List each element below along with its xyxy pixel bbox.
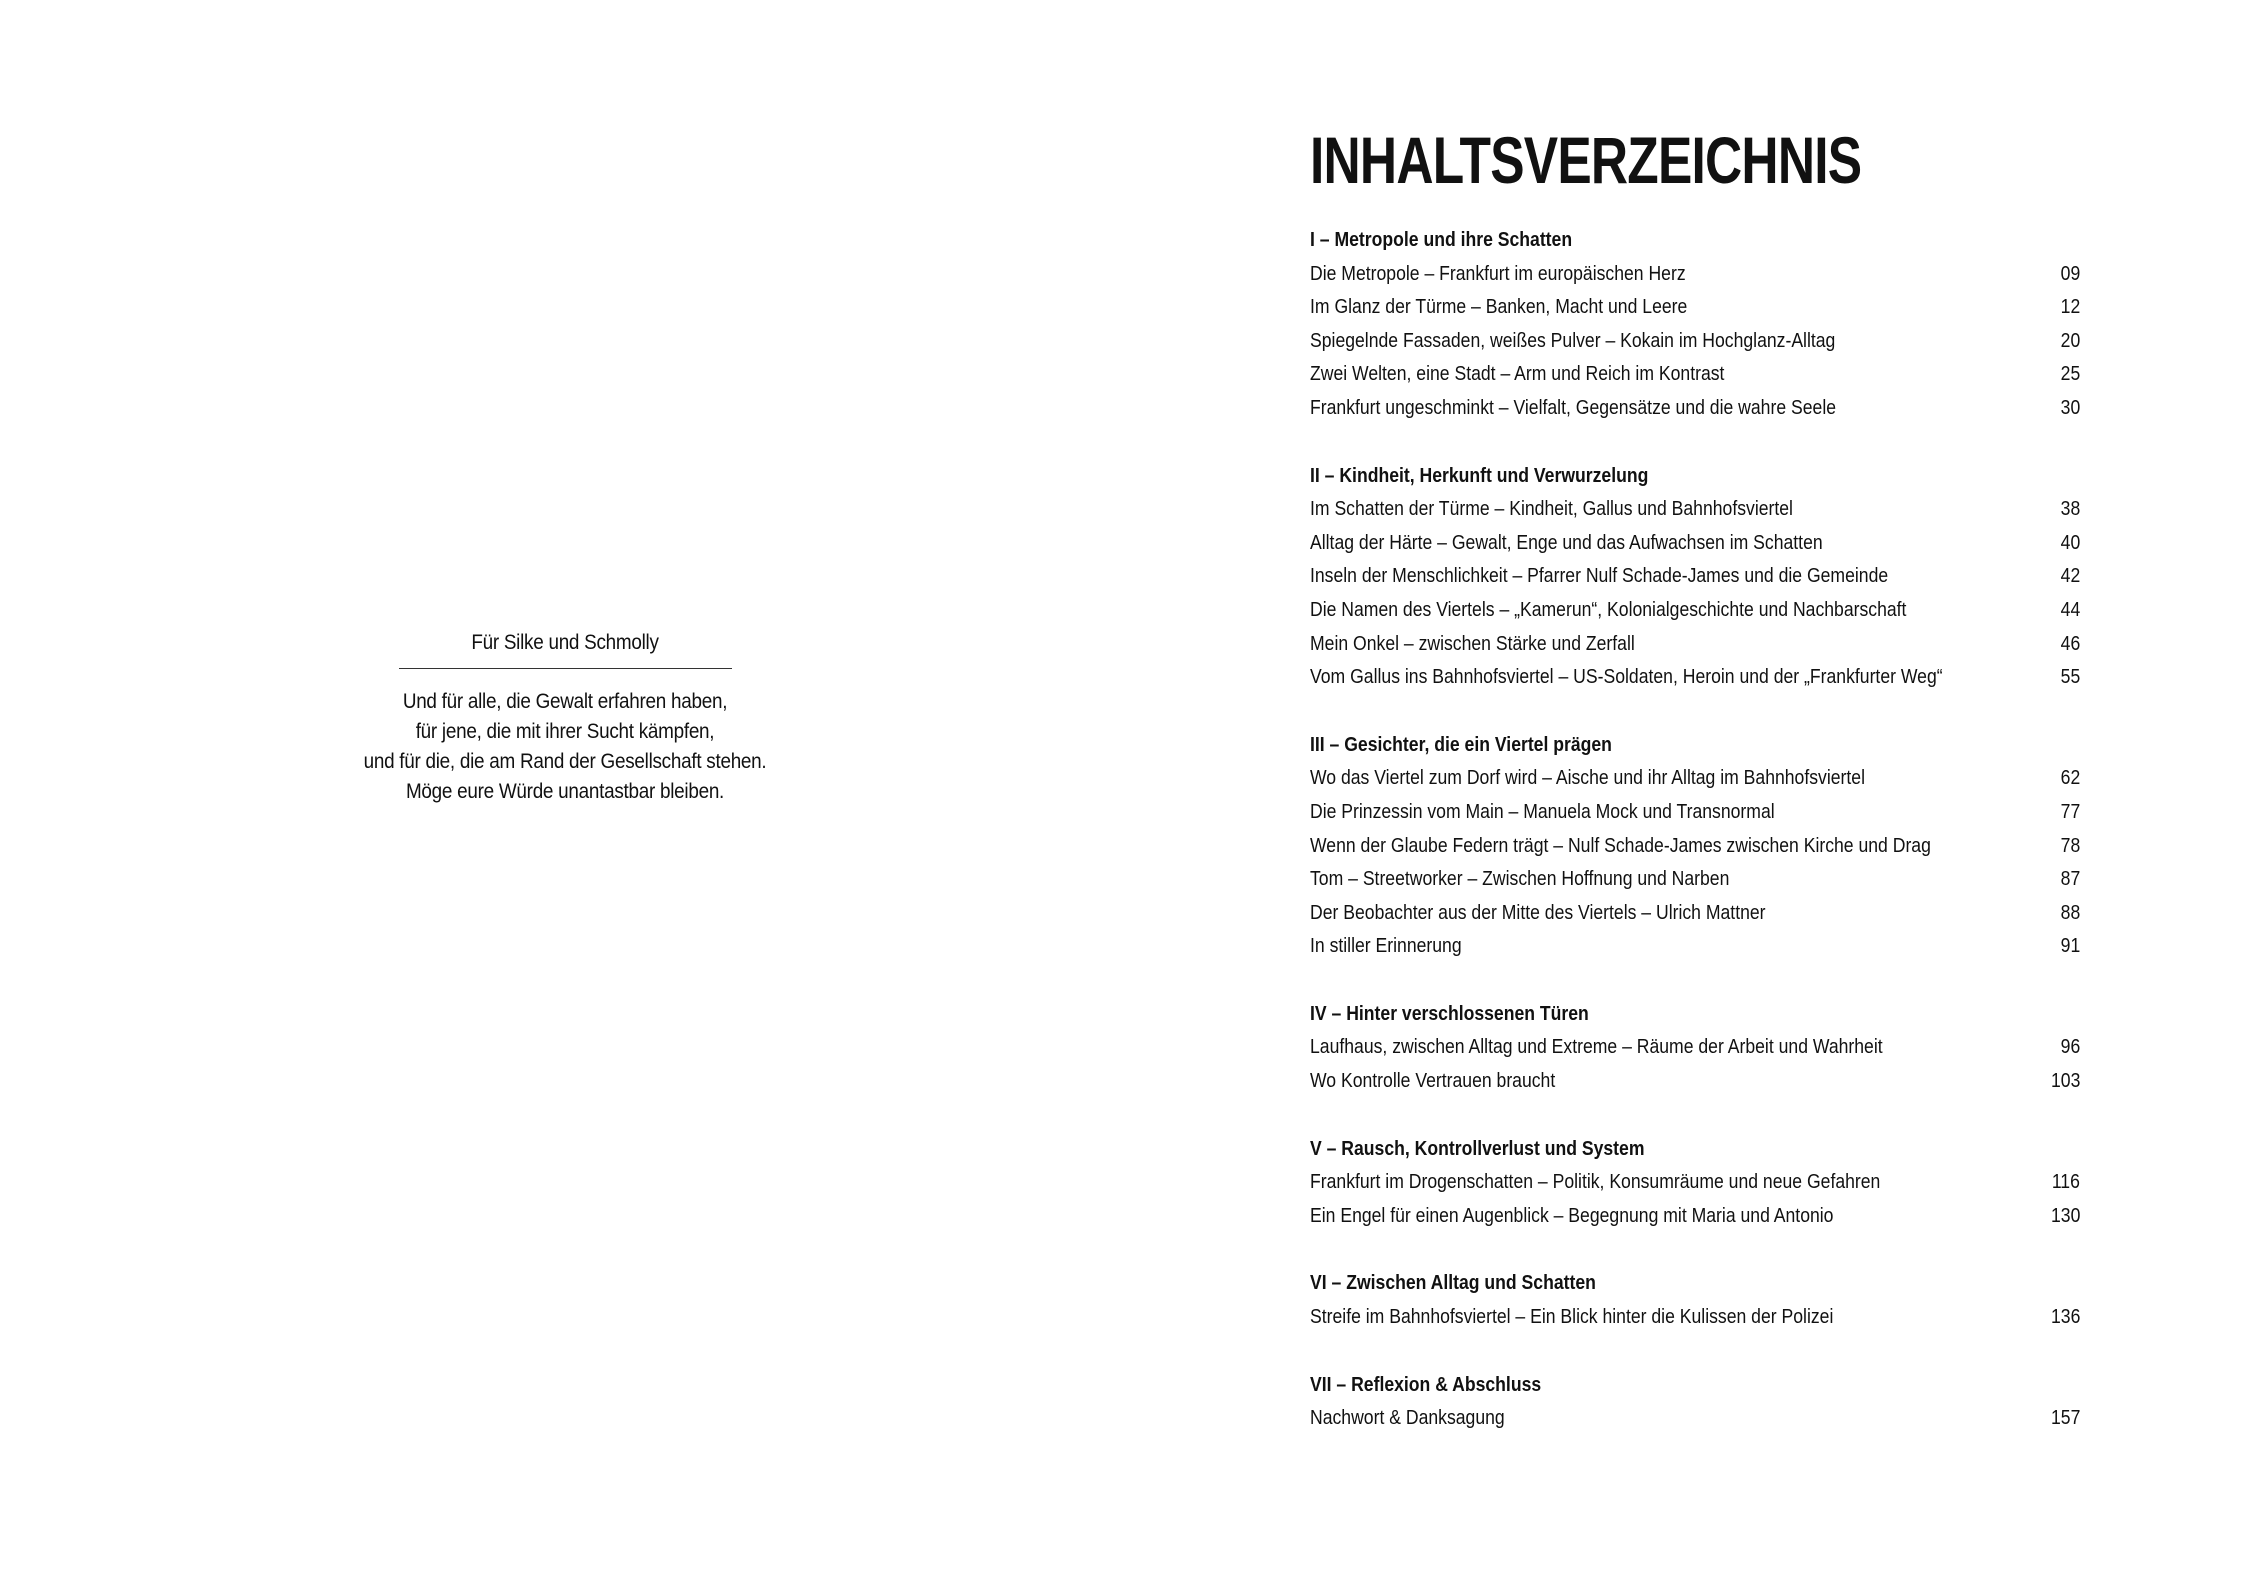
dedication-title: Für Silke und Schmolly <box>471 631 659 654</box>
entry-title: Im Glanz der Türme – Banken, Macht und Leere <box>1310 296 1688 319</box>
entry-page-number: 40 <box>2060 531 2080 554</box>
section-heading: V – Rausch, Kontrollverlust und System <box>1310 1137 1645 1160</box>
toc-entry[interactable] <box>1310 628 2080 662</box>
dedication-line: für jene, die mit ihrer Sucht kämpfen, <box>415 720 715 743</box>
entry-title: Die Namen des Viertels – „Kamerun“, Kolonialgeschichte und Nachbarschaft <box>1310 598 1907 621</box>
entry-title: Vom Gallus ins Bahnhofsviertel – US-Soldaten, Heroin und der „Frankfurter Weg“ <box>1310 666 1943 689</box>
entry-title: Inseln der Menschlichkeit – Pfarrer Nulf Schade-James und die Gemeinde <box>1310 565 1889 588</box>
toc-entry[interactable] <box>1310 291 2080 325</box>
toc-section <box>1310 729 2080 964</box>
entry-title: Der Beobachter aus der Mitte des Viertels – Ulrich Mattner <box>1310 901 1766 924</box>
entry-title: Laufhaus, zwischen Alltag und Extreme – Räume der Arbeit und Wahrheit <box>1310 1036 1883 1059</box>
entry-page-number: 55 <box>2060 666 2080 689</box>
entry-title: Tom – Streetworker – Zwischen Hoffnung und Narben <box>1310 868 1730 891</box>
entry-page-number: 157 <box>2050 1407 2080 1430</box>
entry-page-number: 44 <box>2060 598 2080 621</box>
entry-title: Wo das Viertel zum Dorf wird – Aische und ihr Alltag im Bahnhofsviertel <box>1310 767 1865 790</box>
toc-entry[interactable] <box>1310 392 2080 426</box>
entry-title: Streife im Bahnhofsviertel – Ein Blick hinter die Kulissen der Polizei <box>1310 1306 1834 1329</box>
toc-entry[interactable] <box>1310 830 2080 864</box>
entry-title: Alltag der Härte – Gewalt, Enge und das Aufwachsen im Schatten <box>1310 531 1823 554</box>
toc-entry[interactable] <box>1310 1065 2080 1099</box>
entry-page-number: 88 <box>2060 901 2080 924</box>
entry-title: Nachwort & Danksagung <box>1310 1407 1505 1430</box>
entry-page-number: 77 <box>2060 800 2080 823</box>
entry-title: Frankfurt im Drogenschatten – Politik, Konsumräume und neue Gefahren <box>1310 1171 1881 1194</box>
entry-page-number: 38 <box>2060 498 2080 521</box>
entry-page-number: 87 <box>2060 868 2080 891</box>
dedication-line: und für die, die am Rand der Gesellschaft stehen. <box>363 750 767 773</box>
toc-section <box>1310 1133 2080 1234</box>
toc-entry[interactable] <box>1310 762 2080 796</box>
toc-entry[interactable] <box>1310 358 2080 392</box>
entry-page-number: 20 <box>2060 329 2080 352</box>
table-of-contents <box>1310 120 2080 1470</box>
toc-entry[interactable] <box>1310 796 2080 830</box>
dedication-text <box>363 687 768 807</box>
toc-entry[interactable] <box>1310 897 2080 931</box>
entry-title: Spiegelnde Fassaden, weißes Pulver – Kokain im Hochglanz-Alltag <box>1310 329 1836 352</box>
entry-title: Die Metropole – Frankfurt im europäischen Herz <box>1310 262 1686 285</box>
toc-entry[interactable] <box>1310 527 2080 561</box>
toc-title: INHALTSVERZEICHNIS <box>1310 123 1862 197</box>
toc-section <box>1310 1369 2080 1436</box>
dedication-line: Möge eure Würde unantastbar bleiben. <box>405 780 725 803</box>
entry-title: Mein Onkel – zwischen Stärke und Zerfall <box>1310 632 1635 655</box>
section-heading: VII – Reflexion & Abschluss <box>1310 1373 1542 1396</box>
dedication-divider <box>399 668 732 669</box>
entry-title: Frankfurt ungeschminkt – Vielfalt, Gegensätze und die wahre Seele <box>1310 396 1837 419</box>
entry-page-number: 130 <box>2050 1204 2080 1227</box>
entry-page-number: 62 <box>2060 767 2080 790</box>
toc-sections <box>1310 224 2080 1436</box>
toc-section <box>1310 1267 2080 1334</box>
entry-page-number: 136 <box>2050 1306 2080 1329</box>
entry-page-number: 116 <box>2051 1171 2080 1194</box>
toc-section <box>1310 998 2080 1099</box>
entry-title: Wenn der Glaube Federn trägt – Nulf Schade-James zwischen Kirche und Drag <box>1310 834 1931 857</box>
dedication <box>340 628 790 807</box>
toc-entry[interactable] <box>1310 930 2080 964</box>
toc-entry[interactable] <box>1310 325 2080 359</box>
entry-page-number: 96 <box>2060 1036 2080 1059</box>
entry-page-number: 30 <box>2060 396 2080 419</box>
toc-entry[interactable] <box>1310 594 2080 628</box>
section-heading: IV – Hinter verschlossenen Türen <box>1310 1002 1589 1025</box>
section-heading: II – Kindheit, Herkunft und Verwurzelung <box>1310 464 1649 487</box>
toc-section <box>1310 224 2080 426</box>
entry-page-number: 46 <box>2060 632 2080 655</box>
toc-entry[interactable] <box>1310 1301 2080 1335</box>
entry-title: Wo Kontrolle Vertrauen braucht <box>1310 1070 1556 1093</box>
toc-section <box>1310 460 2080 695</box>
entry-page-number: 91 <box>2060 935 2080 958</box>
toc-entry[interactable] <box>1310 863 2080 897</box>
entry-page-number: 103 <box>2050 1070 2080 1093</box>
entry-page-number: 12 <box>2060 296 2080 319</box>
section-heading: III – Gesichter, die ein Viertel prägen <box>1310 733 1612 756</box>
toc-entry[interactable] <box>1310 258 2080 292</box>
entry-title: Ein Engel für einen Augenblick – Begegnung mit Maria und Antonio <box>1310 1204 1834 1227</box>
toc-entry[interactable] <box>1310 1200 2080 1234</box>
entry-title: In stiller Erinnerung <box>1310 935 1462 958</box>
toc-entry[interactable] <box>1310 1031 2080 1065</box>
toc-entry[interactable] <box>1310 1166 2080 1200</box>
entry-title: Im Schatten der Türme – Kindheit, Gallus und Bahnhofsviertel <box>1310 498 1793 521</box>
section-heading: VI – Zwischen Alltag und Schatten <box>1310 1272 1596 1295</box>
dedication-line: Und für alle, die Gewalt erfahren haben, <box>402 690 728 713</box>
entry-page-number: 09 <box>2060 262 2080 285</box>
entry-page-number: 78 <box>2060 834 2080 857</box>
toc-entry[interactable] <box>1310 493 2080 527</box>
section-heading: I – Metropole und ihre Schatten <box>1310 229 1573 251</box>
entry-page-number: 42 <box>2060 565 2080 588</box>
entry-title: Zwei Welten, eine Stadt – Arm und Reich im Kontrast <box>1310 363 1725 386</box>
entry-title: Die Prinzessin vom Main – Manuela Mock und Transnormal <box>1310 800 1775 823</box>
toc-entry[interactable] <box>1310 560 2080 594</box>
toc-entry[interactable] <box>1310 661 2080 695</box>
toc-entry[interactable] <box>1310 1402 2080 1436</box>
entry-page-number: 25 <box>2060 363 2080 386</box>
